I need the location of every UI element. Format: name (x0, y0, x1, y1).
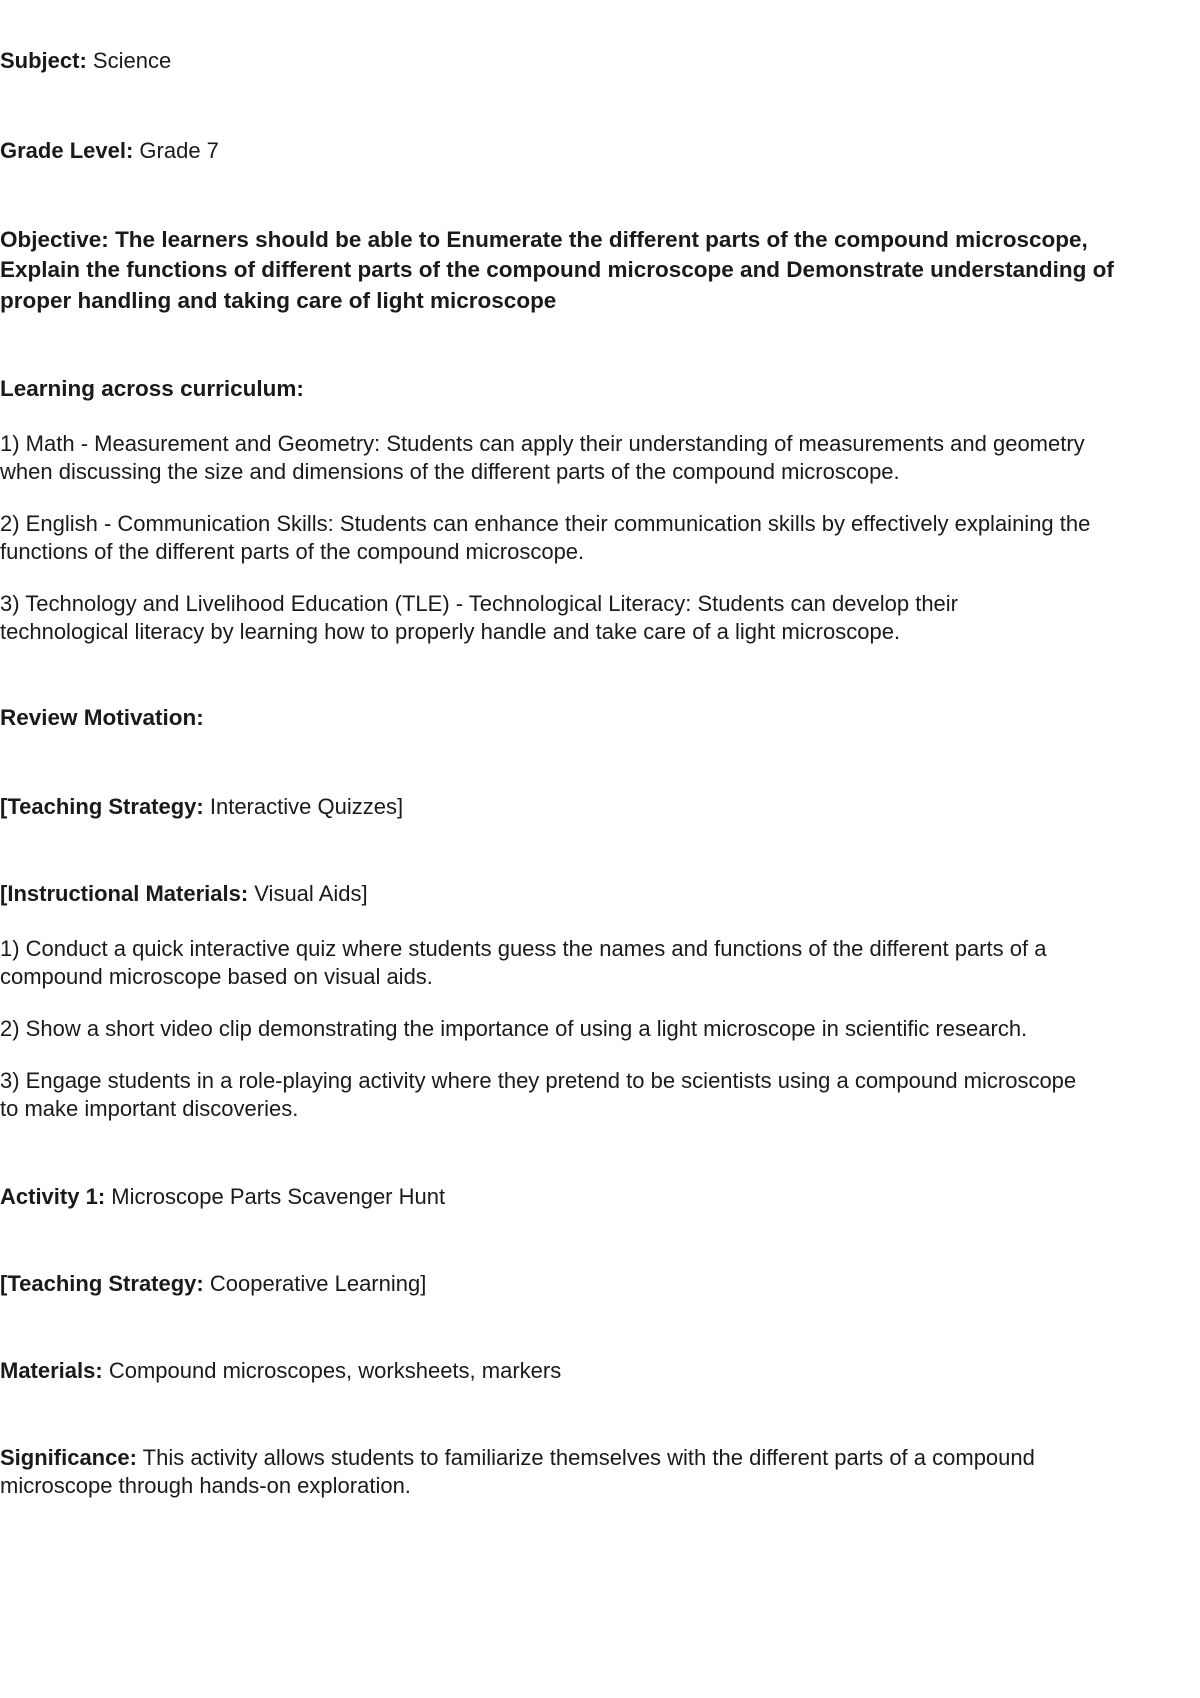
learning-heading: Learning across curriculum: (0, 376, 304, 401)
significance-label: Significance: (0, 1445, 137, 1470)
learning-item-1-line-2: when discussing the size and dimensions of the different parts of the compound microscope. (0, 459, 900, 484)
activity-title: Microscope Parts Scavenger Hunt (105, 1184, 446, 1209)
subject-line (0, 47, 1200, 75)
objective-line-1 (0, 225, 1200, 255)
objective-text-2: Explain the functions of different parts of the compound microscope and Demonstrate understanding of (0, 257, 1114, 282)
review-instructional-materials (0, 880, 1200, 908)
activity-teaching-strategy (0, 1270, 1200, 1298)
activity-significance-line-1 (0, 1444, 1200, 1472)
activity-strategy-open: [ (0, 1271, 8, 1296)
review-strategy-value: Interactive Quizzes] (203, 794, 404, 819)
review-item-3-line-2: to make important discoveries. (0, 1096, 299, 1121)
review-item-1-line-2: compound microscope based on visual aids. (0, 964, 433, 989)
review-item-3-line-1: 3) Engage students in a role-playing activity where they pretend to be scientists using a compound microscope (0, 1068, 1077, 1093)
grade-level-label: Grade Level: (0, 138, 134, 163)
learning-item-1-line-1: 1) Math - Measurement and Geometry: Students can apply their understanding of measurements and geometry (0, 431, 1085, 456)
activity-title-line (0, 1183, 1200, 1211)
objective-text-1: The learners should be able to Enumerate the different parts of the compound microscope, (115, 227, 1088, 252)
significance-text-1: This activity allows students to familiarize themselves with the different parts of a compound (142, 1445, 1035, 1470)
objective-line-3 (0, 286, 1200, 316)
review-motivation-heading: Review Motivation: (0, 705, 204, 730)
objective-label: Objective: (0, 227, 109, 252)
grade-level-value: Grade 7 (139, 138, 219, 163)
review-item-1-line-1: 1) Conduct a quick interactive quiz where students guess the names and functions of the different parts of a (0, 936, 1047, 961)
review-materials-label: Instructional Materials: (7, 881, 249, 906)
grade-level-line (0, 137, 1200, 165)
activity-label: Activity 1: (0, 1184, 106, 1209)
review-materials-open: [ (0, 881, 8, 906)
objective-line-2 (0, 255, 1200, 285)
activity-materials-value: Compound microscopes, worksheets, markers (102, 1358, 562, 1383)
activity-materials (0, 1357, 1200, 1385)
objective-text-3: proper handling and taking care of light microscope (0, 288, 557, 313)
learning-item-2-line-2: functions of the different parts of the compound microscope. (0, 539, 585, 564)
subject-value: Science (92, 48, 172, 73)
activity-materials-label: Materials: (0, 1358, 103, 1383)
review-materials-value: Visual Aids] (248, 881, 368, 906)
activity-strategy-label: Teaching Strategy: (7, 1271, 204, 1296)
subject-label: Subject: (0, 48, 87, 73)
activity-strategy-value: Cooperative Learning] (203, 1271, 427, 1296)
review-strategy-open: [ (0, 794, 8, 819)
learning-item-3-line-1: 3) Technology and Livelihood Education (TLE) - Technological Literacy: Students can develop their (0, 591, 958, 616)
review-item-2-line-1: 2) Show a short video clip demonstrating the importance of using a light microscope in scientific research. (0, 1016, 1028, 1041)
review-strategy-label: Teaching Strategy: (7, 794, 204, 819)
learning-item-2-line-1: 2) English - Communication Skills: Students can enhance their communication skills by effectively explaining the (0, 511, 1091, 536)
learning-item-3-line-2: technological literacy by learning how to properly handle and take care of a light microscope. (0, 619, 901, 644)
review-teaching-strategy (0, 793, 1200, 821)
activity-significance-line-2: microscope through hands-on exploration. (0, 1473, 411, 1498)
